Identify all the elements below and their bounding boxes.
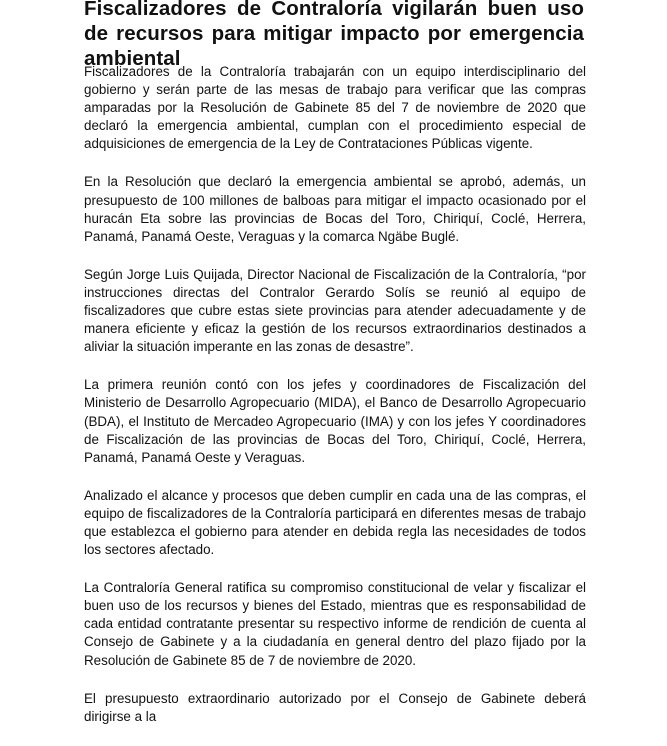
paragraph: Analizado el alcance y procesos que deben cumplir en cada una de las compras, el equipo de fiscalizadores de la Contraloría participará en diferentes mesas de trabajo que establezca el gobierno para atender en debida regla las necesidades de todos los sectores afectado. [84, 487, 586, 558]
paragraph: La Contraloría General ratifica su compromiso constitucional de velar y fiscalizar el buen uso de los recursos y bienes del Estado, mientras que es responsabilidad de cada entidad contratante presentar su respectivo informe de rendición de cuenta al Consejo de Gabinete y a la ciudadanía en general dentro del plazo fijado por la Resolución de Gabinete 85 de 7 de noviembre de 2020. [84, 580, 586, 668]
article-body [84, 63, 586, 746]
paragraph: En la Resolución que declaró la emergencia ambiental se aprobó, además, un presupuesto de 100 millones de balboas para mitigar el impacto ocasionado por el huracán Eta sobre las provincias de Bocas del Toro, Chiriquí, Coclé, Herrera, Panamá, Panamá Oeste, Veraguas y la comarca Ngäbe Buglé. [84, 174, 586, 244]
paragraph: La primera reunión contó con los jefes y coordinadores de Fiscalización del Ministerio de Desarrollo Agropecuario (MIDA), el Banco de Desarrollo Agropecuario (BDA), el Instituto de Mercadeo Agropecuario (IMA) y con los jefes Y coordinadores de Fiscalización de las provincias de Bocas del Toro, Chiriquí, Coclé, Herrera, Panamá, Panamá Oeste y Veraguas. [84, 377, 586, 465]
paragraph: Fiscalizadores de la Contraloría trabajarán con un equipo interdisciplinario del gobierno y serán parte de las mesas de trabajo para verificar que las compras amparadas por la Resolución de Gabinete 85 del 7 de noviembre de 2020 que declaró la emergencia ambiental, cumplan con el procedimiento especial de adquisiciones de emergencia de la Ley de Contrataciones Públicas vigente. [84, 64, 586, 152]
headline: Fiscalizadores de Contraloría vigilarán buen uso de recursos para mitigar impacto por emergencia ambiental [84, 0, 584, 70]
paragraph: El presupuesto extraordinario autorizado por el Consejo de Gabinete deberá dirigirse a la [84, 690, 586, 724]
paragraph: Según Jorge Luis Quijada, Director Nacional de Fiscalización de la Contraloría, “por instrucciones directas del Contralor Gerardo Solís se reunió al equipo de fiscalizadores que cubre estas siete provincias para atender adecuadamente y de manera eficiente y eficaz la gestión de los recursos extraordinarios destinados a aliviar la situación imperante en las zonas de desastre”. [84, 266, 586, 355]
